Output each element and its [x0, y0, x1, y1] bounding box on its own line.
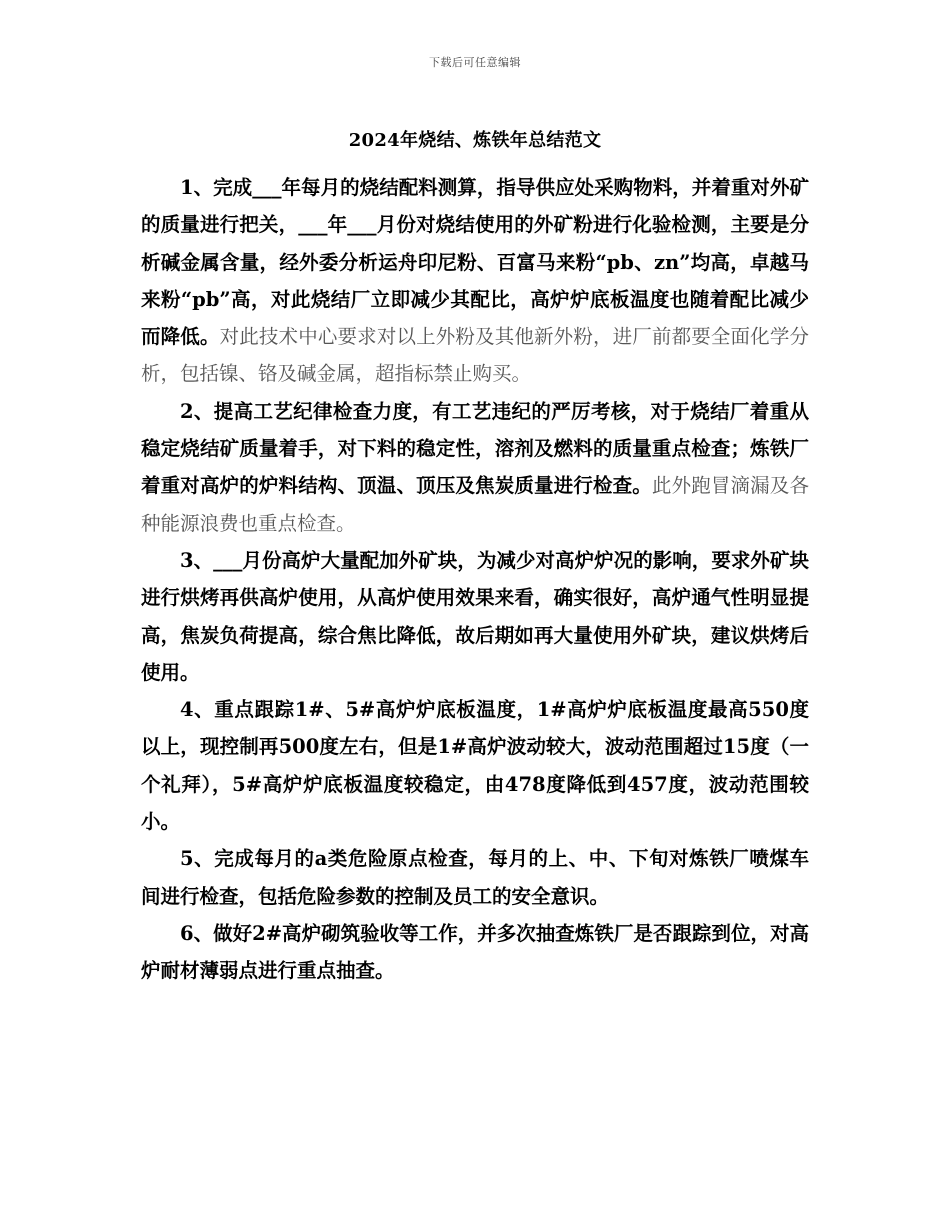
paragraph-6	[141, 915, 809, 990]
document-title: 2024年烧结、炼铁年总结范文	[348, 130, 602, 151]
paragraph-2-note: 此外跑冒滴漏及各种能源浪费也重点检查。	[141, 474, 809, 535]
paragraph-5-main: 5、完成每月的a类危险原点检查，每月的上、中、下旬对炼铁厂喷煤车间进行检查，包括危险参数的控制及员工的安全意识。	[141, 847, 809, 908]
paragraph-1-note: 对此技术中心要求对以上外粉及其他新外粉，进厂前都要全面化学分析，包括镍、铬及碱金属，超指标禁止购买。	[141, 325, 809, 386]
paragraph-2	[141, 393, 809, 542]
document-body	[141, 169, 809, 990]
paragraph-5	[141, 840, 809, 915]
paragraph-1-main: 1、完成___年每月的烧结配料测算，指导供应处采购物料，并着重对外矿的质量进行把关，___年___月份对烧结使用的外矿粉进行化验检测，主要是分析碱金属含量，经外委分析运舟印尼粉、百富马来粉“pb、zn”均高，卓越马来粉“pb”高，对此烧结厂立即减少其配比，高炉炉底板温度也随着配比减少而降低。	[141, 176, 809, 349]
paragraph-4-main: 4、重点跟踪1#、5#高炉炉底板温度，1#高炉炉底板温度最高550度以上，现控制再500度左右，但是1#高炉波动较大，波动范围超过15度（一个礼拜），5#高炉炉底板温度较稳定，由478度降低到457度，波动范围较小。	[141, 698, 809, 834]
page-header-note: 下载后可任意编辑	[429, 56, 521, 69]
paragraph-3-main: 3、___月份高炉大量配加外矿块，为减少对高炉炉况的影响，要求外矿块进行烘烤再供高炉使用，从高炉使用效果来看，确实很好，高炉通气性明显提高，焦炭负荷提高，综合焦比降低，故后期如再大量使用外矿块，建议烘烤后使用。	[141, 548, 809, 684]
paragraph-3	[141, 542, 809, 691]
paragraph-6-main: 6、做好2#高炉砌筑验收等工作，并多次抽查炼铁厂是否跟踪到位，对高炉耐材薄弱点进行重点抽查。	[141, 921, 809, 983]
paragraph-2-main: 2、提高工艺纪律检查力度，有工艺违纪的严厉考核，对于烧结厂着重从稳定烧结矿质量着手，对下料的稳定性，溶剂及燃料的质量重点检查；炼铁厂着重对高炉的炉料结构、顶温、顶压及焦炭质量进行检查。	[141, 399, 809, 498]
paragraph-1	[141, 169, 809, 393]
paragraph-4	[141, 691, 809, 840]
